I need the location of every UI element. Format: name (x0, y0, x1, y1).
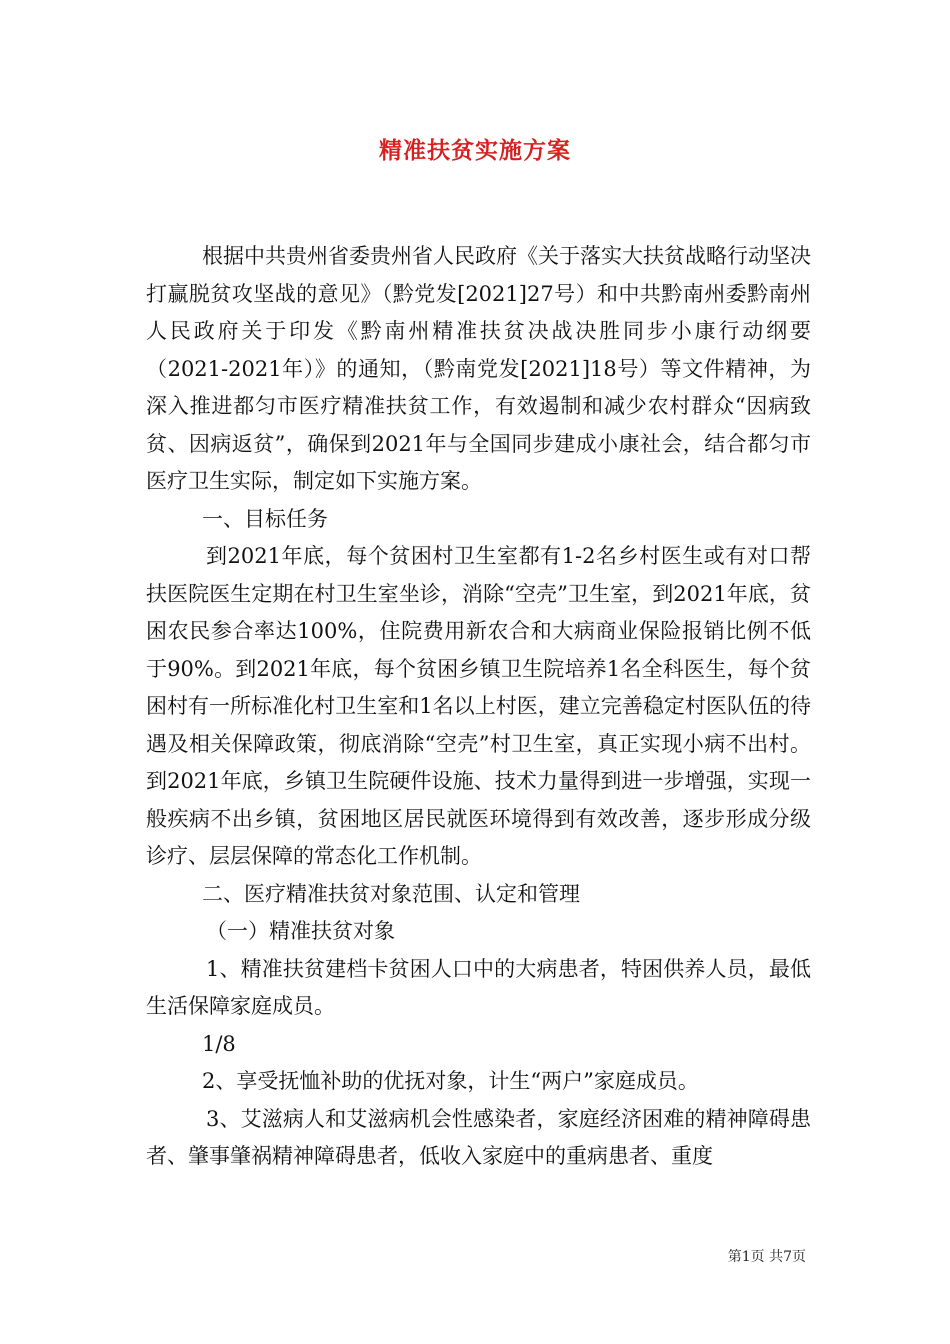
intro-paragraph: 根据中共贵州省委贵州省人民政府《关于落实大扶贫战略行动坚决打赢脱贫攻坚战的意见》（黔党发[2021]27号）和中共黔南州委黔南州人民政府关于印发《黔南州精准扶贫决战决胜同步小康行动纲要（2021-2021年）》的通知，（黔南党发[2021]18号）等文件精神，为深入推进都匀市医疗精准扶贫工作，有效遏制和减少农村群众“因病致贫、因病返贫”，确保到2021年与全国同步建成小康社会，结合都匀市医疗卫生实际，制定如下实施方案。 (146, 244, 811, 493)
document-title: 精准扶贫实施方案 (379, 137, 571, 164)
section-heading-goals: 一、目标任务 (202, 506, 328, 531)
list-item-2: 2、享受抚恤补助的优抚对象，计生“两户”家庭成员。 (202, 1069, 699, 1093)
goals-paragraph: 到2021年底，每个贫困村卫生室都有1-2名乡村医生或有对口帮扶医院医生定期在村卫生室坐诊，消除“空壳”卫生室，到2021年底，贫困农民参合率达100%，住院费用新农合和大病商业保险报销比例不低于90%。到2021年底，每个贫困乡镇卫生院培养1名全科医生，每个贫困村有一所标准化村卫生室和1名以上村医，建立完善稳定村医队伍的待遇及相关保障政策，彻底消除“空壳”村卫生室，真正实现小病不出村。到2021年底，乡镇卫生院硬件设施、技术力量得到进一步增强，实现一般疾病不出乡镇，贫困地区居民就医环境得到有效改善，逐步形成分级诊疗、层层保障的常态化工作机制。 (146, 544, 811, 868)
list-item-1: 1、精准扶贫建档卡贫困人口中的大病患者，特困供养人员，最低生活保障家庭成员。 (146, 956, 811, 1018)
document-body (146, 238, 811, 1176)
page-footer: 第1页 共7页 (727, 1249, 806, 1265)
list-item-3: 3、艾滋病人和艾滋病机会性感染者，家庭经济困难的精神障碍患者、肇事肇祸精神障碍患者，低收入家庭中的重病患者、重度 (146, 1106, 811, 1168)
subsection-heading-targets: （一）精准扶贫对象 (206, 919, 395, 943)
inline-page-marker: 1/8 (202, 1031, 236, 1056)
section-heading-scope: 二、医疗精准扶贫对象范围、认定和管理 (202, 881, 580, 906)
